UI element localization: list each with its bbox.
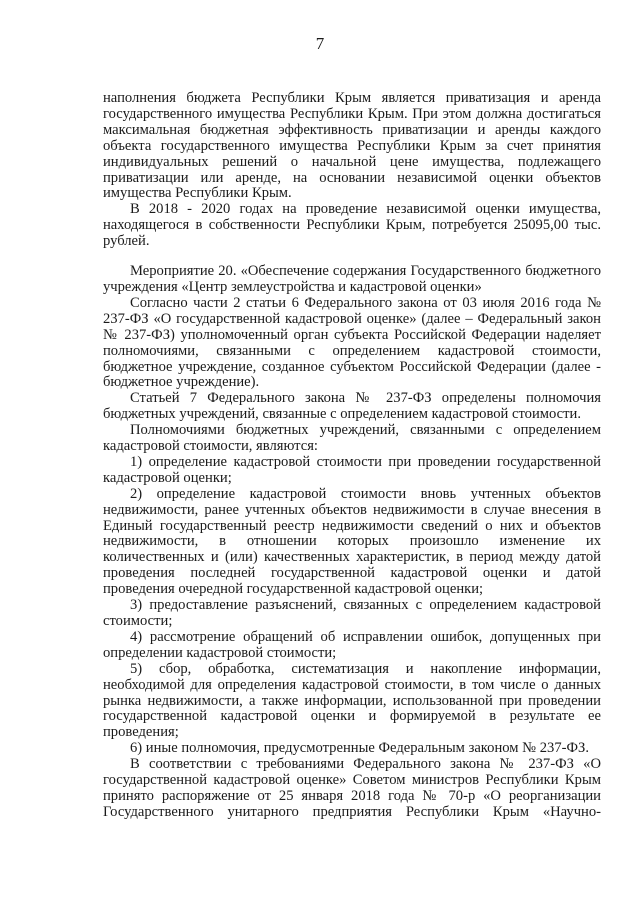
paragraph-powers-intro: Полномочиями бюджетных учреждений, связанными с определением кадастровой стоимости, являются: bbox=[103, 422, 601, 455]
list-item-5: 5) сбор, обработка, систематизация и накопление информации, необходимой для определения кадастровой стоимости, в том числе о данных рынка недвижимости, а также информации, использованной при проведении государственной кадастровой оценки и формируемой в результате ее проведения; bbox=[103, 660, 601, 741]
document-body bbox=[103, 91, 601, 821]
paragraph-valuation-cost: В 2018 - 2020 годах на проведение независимой оценки имущества, находящегося в собственности Республики Крым, потребуется 25095,00 тыс. рублей. bbox=[103, 201, 601, 250]
list-item-4: 4) рассмотрение обращений об исправлении ошибок, допущенных при определении кадастровой стоимости; bbox=[103, 628, 601, 661]
paragraph-measure-20-heading: Мероприятие 20. «Обеспечение содержания Государственного бюджетного учреждения «Центр землеустройства и кадастровой оценки» bbox=[103, 263, 601, 295]
paragraph-article-6: Согласно части 2 статьи 6 Федерального закона от 03 июля 2016 года № 237-ФЗ «О государственной кадастровой оценке» (далее – Федеральный закон № 237-ФЗ) уполномоченный орган субъекта Российской Федерации наделяет полномочиями, связанными с определением кадастровой стоимости, бюджетное учреждение, созданное субъектом Российской Федерации (далее - бюджетное учреждение). bbox=[103, 294, 601, 391]
paragraph-reorganization: В соответствии с требованиями Федерального закона № 237-ФЗ «О государственной кадастровой оценке» Советом министров Республики Крым принято распоряжение от 25 января 2018 года № 70-р «О реорганизации Государственного унитарного предприятия Республики Крым «Научно- bbox=[103, 756, 601, 820]
list-item-2: 2) определение кадастровой стоимости вновь учтенных объектов недвижимости, ранее учтенных объектов недвижимости в случае внесения в Единый государственный реестр недвижимости сведений о них и объектов недвижимости, в отношении которых произошло изменение их количественных и (или) качественных характеристик, в период между датой проведения последней государственной кадастровой оценки и датой проведения очередной государственной кадастровой оценки; bbox=[103, 485, 601, 598]
list-item-3: 3) предоставление разъяснений, связанных с определением кадастровой стоимости; bbox=[103, 597, 601, 629]
page-number: 7 bbox=[315, 34, 325, 53]
list-item-1: 1) определение кадастровой стоимости при проведении государственной кадастровой оценки; bbox=[103, 453, 601, 486]
paragraph-budget-privatization: наполнения бюджета Республики Крым является приватизация и аренда государственного имущества Республики Крым. При этом должна достигаться максимальная бюджетная эффективность приватизации и аренды каждого объекта государственного имущества Республики Крым за счет принятия индивидуальных решений о начальной цене имущества, подлежащего приватизации или аренде, на основании независимой оценки объектов имущества Республики Крым. bbox=[103, 90, 601, 202]
paragraph-article-7: Статьей 7 Федерального закона № 237-ФЗ определены полномочия бюджетных учреждений, связанные с определением кадастровой стоимости. bbox=[103, 390, 601, 423]
list-item-6: 6) иные полномочия, предусмотренные Федеральным законом № 237-ФЗ. bbox=[130, 740, 589, 757]
